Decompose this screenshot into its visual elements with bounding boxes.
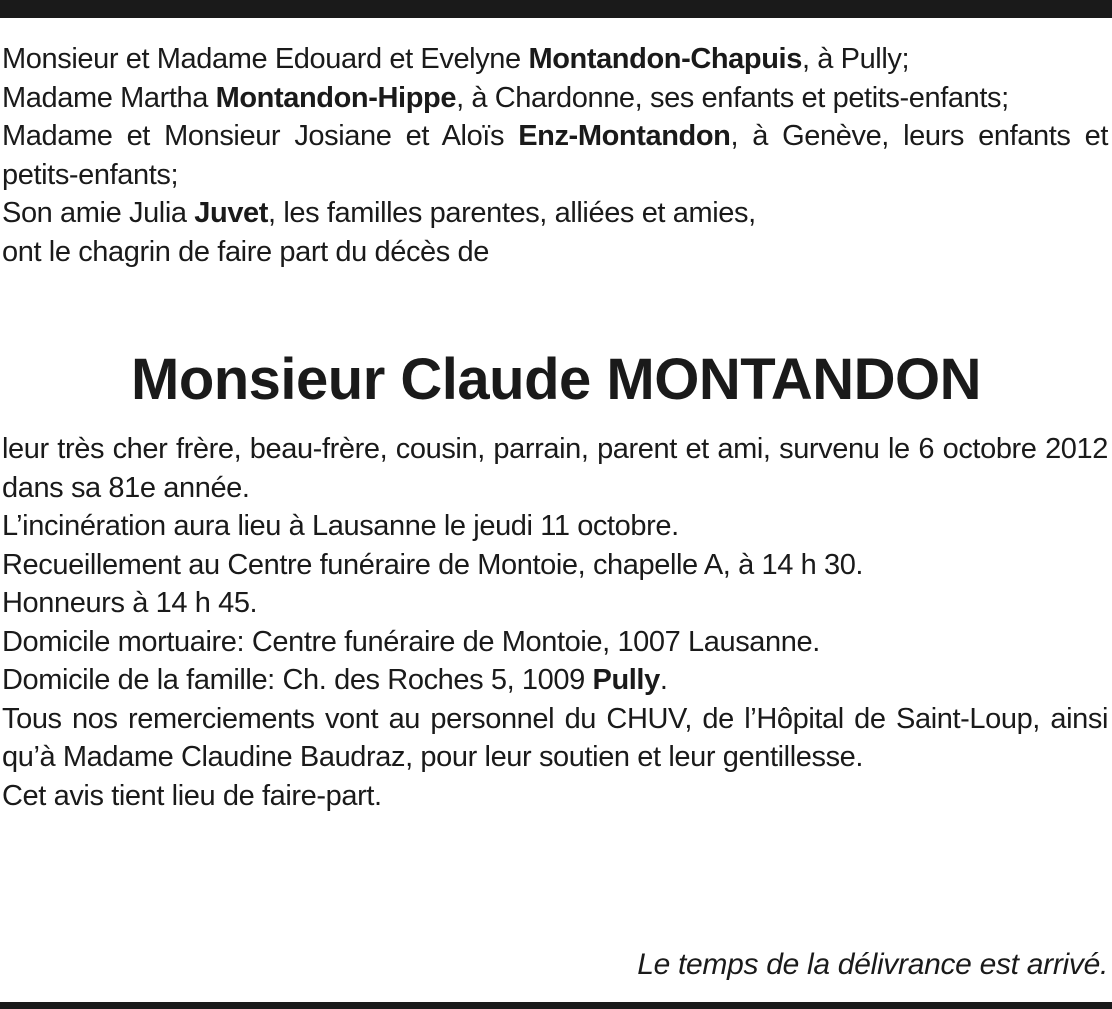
family-town: Pully	[592, 664, 660, 696]
details-paragraph: leur très cher frère, beau-frère, cousin, parrain, parent et ami, survenu le 6 octobre 2012 dans sa 81e année.	[2, 433, 1108, 504]
details-paragraph	[2, 661, 1108, 700]
family-name: Montandon-Hippe	[215, 81, 457, 114]
announcement-text: Son amie Julia	[2, 197, 195, 229]
details-paragraph: Domicile mortuaire: Centre funéraire de Montoie, 1007 Lausanne.	[2, 625, 820, 658]
announcement-line-3	[2, 117, 1108, 194]
announcement-text: , à Chardonne, ses enfants et petits-enfants;	[456, 81, 1009, 114]
announcement-line-5: ont le chagrin de faire part du décès de	[2, 235, 489, 268]
announcement-text: , à Genève, leurs enfants et petits-enfants;	[2, 120, 1108, 191]
details-paragraph: Tous nos remerciements vont au personnel du CHUV, de l’Hôpital de Saint-Loup, ainsi qu’à Madame Claudine Baudraz, pour leur soutien et leur gentillesse.	[2, 702, 1108, 773]
closing-quote: Le temps de la délivrance est arrivé.	[637, 948, 1108, 981]
announcement-line-2	[2, 79, 1108, 118]
details-text: .	[659, 664, 668, 696]
announcement-text: Monsieur et Madame Edouard et Evelyne	[2, 43, 529, 75]
announcement-text: , les familles parentes, alliées et amies,	[268, 197, 756, 229]
details-paragraph: Recueillement au Centre funéraire de Montoie, chapelle A, à 14 h 30.	[2, 548, 864, 581]
family-name: Juvet	[194, 197, 269, 229]
announcement-text: Madame et Monsieur Josiane et Aloïs	[2, 120, 519, 152]
announcement-text: Madame Martha	[2, 81, 216, 114]
top-rule	[0, 0, 1112, 18]
announcement-text: , à Pully;	[801, 43, 910, 75]
announcement-line-1	[2, 40, 1108, 79]
details-paragraph: Cet avis tient lieu de faire-part.	[2, 779, 382, 812]
deceased-name: Monsieur Claude MONTANDON	[131, 347, 981, 412]
announcement-block	[2, 40, 1108, 271]
family-name: Montandon-Chapuis	[528, 43, 802, 75]
announcement-line-4	[2, 194, 1108, 233]
details-text: Domicile de la famille: Ch. des Roches 5, 1009	[2, 664, 593, 696]
details-paragraph: Honneurs à 14 h 45.	[2, 587, 258, 619]
bottom-rule	[0, 1002, 1112, 1009]
details-block	[2, 430, 1108, 815]
family-name: Enz-Montandon	[518, 120, 731, 152]
details-paragraph: L’incinération aura lieu à Lausanne le jeudi 11 octobre.	[2, 510, 679, 542]
